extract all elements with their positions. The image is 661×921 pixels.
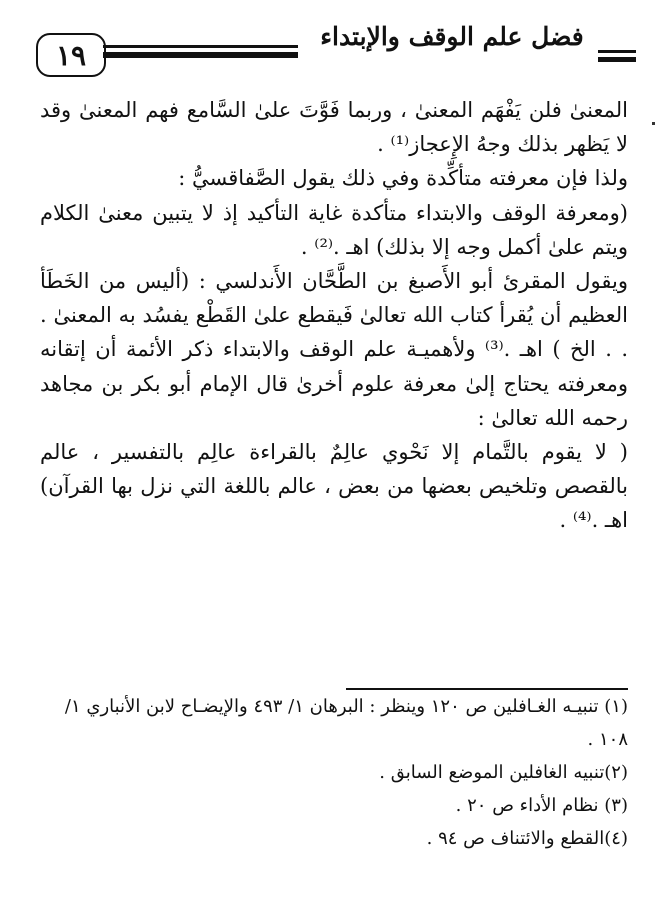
paragraph: ويقول المقرئ أبو الأَصبغ بن الطَّحَّان الأَندلسي : (أليس من الخَطَأ العظيم أن يُقرأ كتاب الله تعالىٰ فَيقطع علىٰ القَطْع يفسُد به المعنىٰ . . . الخ ) اهـ .⁽³⁾ ولأهميـة علم الوقف والابتداء ذكر الأئمة أن إتقانه ومعرفته يحتاج إلىٰ معرفة علوم أخرىٰ قال الإمام أبو بكر بن مجاهد رحمه الله تعالىٰ : bbox=[40, 269, 629, 430]
margin-mark bbox=[652, 122, 655, 125]
page-number: ١٩ bbox=[36, 33, 106, 77]
header-rule-thick bbox=[103, 52, 298, 58]
footnote: (٤)القطع والائتناف ص ٩٤ . bbox=[426, 828, 628, 849]
quote-paragraph: (ومعرفة الوقف والابتداء متأكدة غاية التأكيد إذ لا يتبين معنىٰ الكلام ويتم علىٰ أكمل وجه إلا بذلك) اهـ .⁽²⁾ . bbox=[40, 200, 628, 259]
footnote: (٢)تنبيه الغافلين الموضع السابق . bbox=[379, 762, 628, 783]
running-title: فضل علم الوقف والإبتداء bbox=[320, 22, 584, 51]
page-header bbox=[0, 0, 661, 80]
quote-paragraph: ( لا يقوم بالتَّمام إلا نَحْوي عالِمٌ بالقراءة عالِم بالتفسير ، عالم بالقصص وتلخيص بعضها من بعض ، عالم باللغة التي نزل بها القرآن) اهـ .⁽⁴⁾ . bbox=[40, 440, 628, 533]
header-rule-thin bbox=[103, 45, 298, 48]
header-rule-right-thick bbox=[598, 57, 636, 62]
footnote: (١) تنبيـه الغـافلين ص ١٢٠ وينظر : البرهان ١/ ٤٩٣ والإيضـاح لابن الأنباري ١/ ١٠٨ . bbox=[64, 696, 628, 750]
paragraph: ولذا فإن معرفته متأكِّدة وفي ذلك يقول الصَّفاقسيُّ : bbox=[178, 166, 628, 191]
header-rule-right-thin bbox=[598, 50, 636, 53]
footnotes bbox=[40, 690, 628, 855]
footnote: (٣) نظام الأداء ص ٢٠ . bbox=[455, 795, 628, 816]
main-text bbox=[40, 93, 628, 538]
paragraph: المعنىٰ فلن يَفْهَم المعنىٰ ، وربما فَوَّتَ علىٰ السَّامع فهم المعنىٰ وقد لا يَظهر بذلك وجهُ الإِعجاز⁽¹⁾ . bbox=[40, 98, 628, 157]
